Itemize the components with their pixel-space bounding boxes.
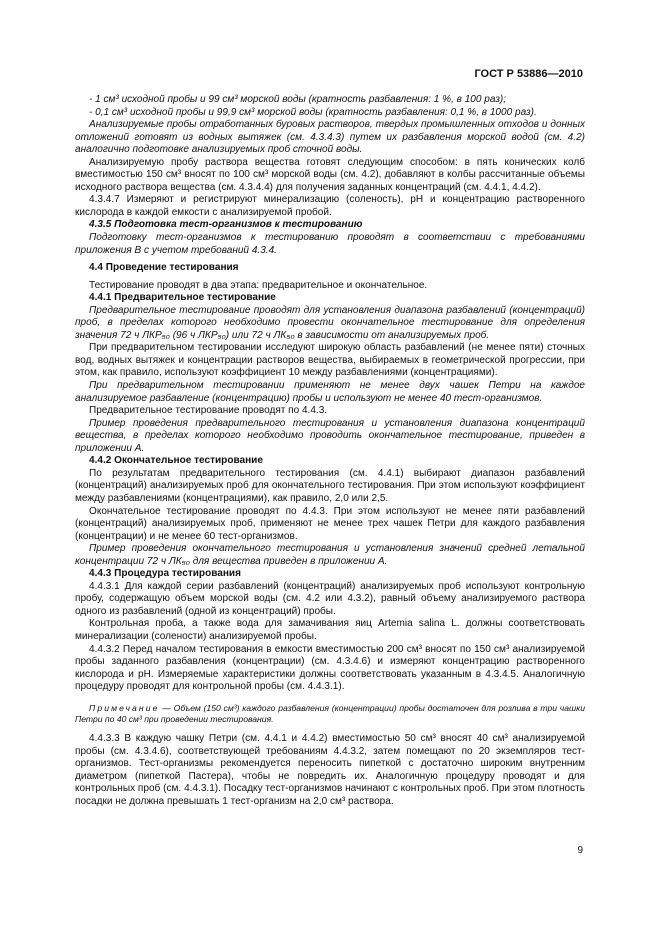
paragraph: Подготовку тест-организмов к тестированию проводят в соответствии с требованиями приложения В с учетом требований 4.3.4. — [75, 232, 585, 256]
paragraph: Окончательное тестирование проводят по 4.4.3. При этом используют не менее пяти разбавлений (концентраций) анализируемых проб, применяют не менее трех чашек Петри для каждого разбавления (концентрации) и не менее 60 тест-организмов. — [75, 505, 585, 542]
section-heading: 4.4.3 Процедура тестирования — [89, 568, 241, 580]
paragraph: 4.4.3.1 Для каждой серии разбавлений (концентраций) анализируемых проб используют контрольную пробу, содержащую объем морской воды (см. 4.2 или 4.3.2), равный объему анализируемого раствора одного из разбавлений (одной из концентраций) пробы. — [75, 580, 585, 617]
note-label: Примечание — [89, 702, 160, 713]
paragraph: 4.4.3.3 В каждую чашку Петри (см. 4.4.1 и 4.4.2) вместимостью 50 см³ вносят 40 см³ анализируемой пробы (см. 4.3.4.6), соответствующей требованиям 4.4.3.2, затем помещают по 20 экземпляров тест-организмов. Тест-организмы рекомендуется переносить пипеткой с достаточно широким внутренним диаметром (пипеткой Пастера), чтобы не повредить их. Аналогичную процедуру проводят и для контрольных проб (см. 4.4.3.1). Посадку тест-организмов начинают с контрольных проб. При этом плотность посадки не должна превышать 1 тест-организм на 2,0 см³ раствора. — [75, 733, 585, 807]
section-heading: 4.4.1 Предварительное тестирование — [89, 292, 276, 304]
paragraph: Предварительное тестирование проводят для установления диапазона разбавлений (концентраций) проб, в пределах которого необходимо провести окончательное тестирование для определения значения 72 ч ЛКР₅₀ (96 ч ЛКР₅₀) или 72 ч ЛК₅₀ в зависимости от анализируемых проб. — [75, 304, 585, 341]
document-header: ГОСТ Р 53886—2010 — [474, 68, 583, 80]
paragraph: При предварительном тестировании исследуют широкую область разбавлений (не менее пяти) сточных вод, водных вытяжек и концентрации растворов вещества, выбираемых в геометрической прогрессии, при этом, как правило, используют коэффициент 10 между разбавлениями (концентрациями). — [75, 342, 585, 379]
paragraph: Контрольная проба, а также вода для замачивания яиц Artemia salina L. должны соответствовать минерализации (солености) анализируемой пробы. — [75, 618, 585, 642]
section-heading: 4.4.2 Окончательное тестирование — [89, 455, 263, 467]
page-number: 9 — [577, 845, 583, 856]
list-item: - 1 см³ исходной пробы и 99 см³ морской воды (кратность разбавления: 1 %, в 100 раз); — [89, 94, 507, 105]
paragraph: Анализируемую пробу раствора вещества готовят следующим способом: в пять конических колб вместимостью 150 см³ вносят по 100 см³ морской воды (см. 4.2), добавляют в колбы рассчитанные объемы исходного раствора вещества (см. 4.3.4.4) для получения заданных концентраций (см. 4.4.1, 4.4.2). — [75, 156, 585, 193]
note-text: — Объем (150 см³) каждого разбавления (концентрации) пробы достаточен для розлива в три чашки Петри по 40 см³ при проведении тестирования. — [75, 702, 585, 724]
paragraph: 4.3.4.7 Измеряют и регистрируют минерализацию (соленость), pH и концентрацию растворенного кислорода в каждой емкости с анализируемой пробой. — [75, 194, 585, 218]
paragraph: Анализируемые пробы отработанных буровых растворов, твердых промышленных отходов и донных отложений готовят из водных вытяжек (см. 4.3.4.3) путем их разбавления морской водой (см. 4.2) аналогично подготовке анализируемых проб сточной воды. — [75, 119, 585, 156]
list-item: - 0,1 см³ исходной пробы и 99,9 см³ морской воды (кратность разбавления: 0,1 %, в 1000 раз). — [89, 106, 537, 118]
paragraph: Тестирование проводят в два этапа: предварительное и окончательное. — [89, 279, 428, 291]
paragraph: При предварительном тестировании применяют не менее двух чашек Петри на каждое анализируемое разбавление (концентрацию) пробы и используют не менее 40 тест-организмов. — [75, 380, 585, 404]
document-body — [75, 94, 585, 808]
paragraph: Предварительное тестирование проводят по 4.4.3. — [89, 405, 328, 417]
paragraph: Пример проведения предварительного тестирования и установления диапазона концентраций вещества, в пределах которого необходимо проводить окончательное тестирование, приведен в приложении А. — [75, 417, 585, 454]
paragraph: 4.4.3.2 Перед началом тестирования в емкости вместимостью 200 см³ вносят по 150 см³ анализируемой пробы заданного разбавления (концентрации) (см. 4.3.4.6) и измеряют концентрацию растворенного кислорода и pH. Измеряемые характеристики должны соответствовать указанным в 4.3.4.5. Аналогичную процедуру проводят для контрольной пробы (см. 4.4.3.1). — [75, 643, 585, 693]
section-heading: 4.3.5 Подготовка тест-организмов к тестированию — [89, 219, 363, 231]
note — [75, 703, 585, 725]
paragraph: По результатам предварительного тестирования (см. 4.4.1) выбирают диапазон разбавлений (концентраций) анализируемых проб для окончательного тестирования. При этом используют коэффициент между разбавлениями (концентрациями), как правило, 2,0 или 2,5. — [75, 467, 585, 504]
paragraph: Пример проведения окончательного тестирования и установления значений средней летальной концентрации 72 ч ЛК₅₀ для вещества приведен в приложении А. — [75, 543, 585, 567]
section-heading: 4.4 Проведение тестирования — [89, 262, 239, 274]
